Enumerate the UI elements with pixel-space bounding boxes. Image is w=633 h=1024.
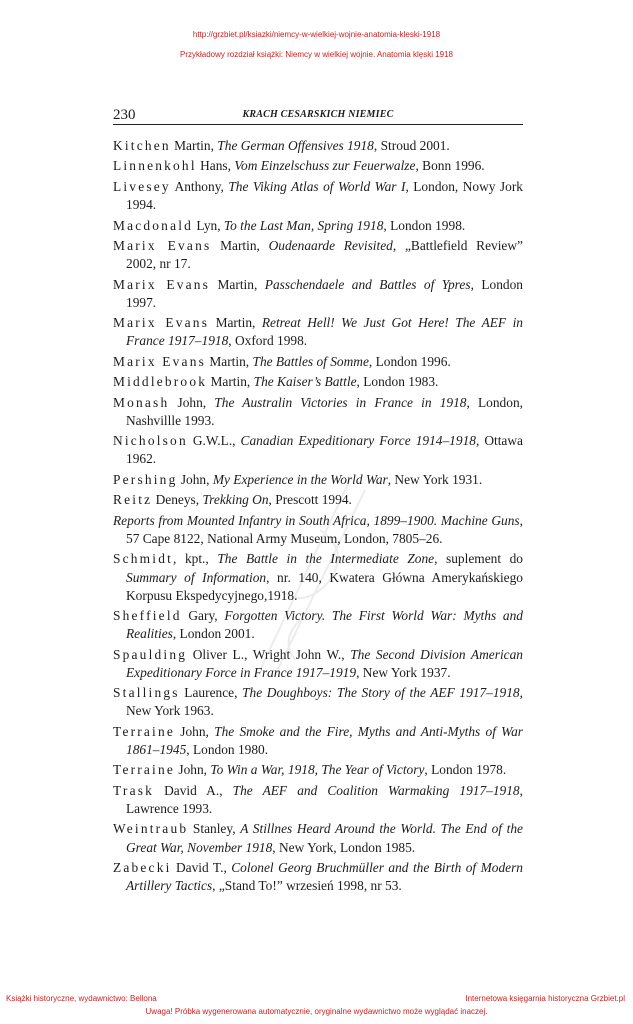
entry-title: Forgotten Victory. The First World War: Myths and Realities <box>126 608 523 642</box>
entry-text: Martin, <box>209 315 262 331</box>
bibliography-entry <box>113 432 523 468</box>
bibliography-entry <box>113 237 523 273</box>
bibliography-entry <box>113 723 523 759</box>
entry-text: Gary, <box>181 608 225 624</box>
entry-text: , Oxford 1998. <box>228 333 308 349</box>
bibliography-entry <box>113 157 523 175</box>
source-url-banner: http://grzbiet.pl/ksiazki/niemcy-w-wielkiej-wojnie-anatomia-kleski-1918 <box>192 30 441 39</box>
entry-author: Marix Evans <box>113 238 212 254</box>
entry-text: , Lawrence 1993. <box>126 782 523 816</box>
entry-title: The German Offensives 1918 <box>217 138 374 153</box>
bibliography-entry <box>113 512 523 548</box>
entry-text: , nr. 140, Kwatera Główna Amerykańskiego Korpusu Ekspedycyjnego,1918. <box>126 569 523 603</box>
page-number: 230 <box>113 107 136 123</box>
footer-disclaimer: Uwaga! Próbka wygenerowana automatycznie, oryginalne wydawnictwo może wyglądać inaczej. <box>145 1007 488 1016</box>
entry-author: Kitchen <box>113 138 171 153</box>
footer-bookstore: Internetowa księgarnia historyczna Grzbiet.pl <box>465 994 625 1003</box>
bibliography-entry <box>113 276 523 312</box>
entry-text: , London 1983. <box>356 374 439 390</box>
bibliography-entry <box>113 373 523 391</box>
entry-title: Colonel Georg Bruchmüller and the Birth of Modern Artillery Tactics <box>126 860 523 894</box>
entry-author: Marix Evans <box>113 276 211 292</box>
bibliography-entry <box>113 217 523 235</box>
entry-author: Livesey <box>113 178 171 194</box>
entry-author: Reitz <box>113 492 153 508</box>
sample-chapter-banner: Przykładowy rozdział książki: Niemcy w wielkiej wojnie. Anatomia klęski 1918 <box>180 50 453 59</box>
entry-text: David A., <box>154 782 233 798</box>
entry-text: Martin, <box>206 353 253 369</box>
entry-author: Trask <box>113 782 155 798</box>
bibliography-entry <box>113 607 523 643</box>
entry-text: , 57 Cape 8122, National Army Museum, London, 7805–26. <box>126 512 523 546</box>
entry-text: Deneys, <box>152 492 203 508</box>
entry-text: John, <box>175 762 211 778</box>
page-header <box>113 107 523 125</box>
entry-text: , Ottawa 1962. <box>126 433 523 467</box>
entry-text: , Prescott 1994. <box>268 492 352 508</box>
entry-text: , London, Nowy Jork 1994. <box>126 178 523 213</box>
bibliography-entry <box>113 820 523 856</box>
bibliography-entry <box>113 394 523 430</box>
entry-author: Linnenkohl <box>113 158 197 174</box>
entry-text: , London 2001. <box>172 626 255 642</box>
entry-text: Lyn, <box>193 217 224 233</box>
entry-title: Reports from Mounted Infantry in South Africa, 1899–1900. Machine Guns <box>113 512 520 528</box>
entry-text: Martin, <box>170 138 218 153</box>
entry-title: The Smoke and the Fire, Myths and Anti-Myths of War 1861–1945 <box>126 723 523 757</box>
entry-text: , London 1997. <box>126 276 524 310</box>
entry-author: Pershing <box>113 471 178 487</box>
entry-text: Stanley, <box>188 821 241 837</box>
entry-text: Martin, <box>207 374 254 390</box>
entry-title: Vom Einzelschuss zur Feuerwalze <box>234 158 416 174</box>
running-title: KRACH CESARSKICH NIEMIEC <box>242 109 394 120</box>
entry-text: , New York 1937. <box>356 664 451 680</box>
entry-text: Martin, <box>211 238 269 254</box>
entry-author: Weintraub <box>113 821 189 837</box>
entry-text: Hans, <box>196 158 235 174</box>
bibliography-entry <box>113 782 523 818</box>
entry-title: The Second Division American Expeditionary Force in France 1917–1919 <box>126 646 523 680</box>
entry-author: Middlebrook <box>113 374 208 390</box>
entry-author: Marix Evans <box>113 315 210 331</box>
entry-text: , New York, London 1985. <box>272 839 416 855</box>
entry-text: , suplement do <box>434 551 523 567</box>
entry-title: The Viking Atlas of World War I <box>228 178 406 194</box>
entry-text: , London 1978. <box>424 762 507 778</box>
bibliography-entry <box>113 491 523 509</box>
entry-title: My Experience in the World War <box>212 471 388 487</box>
bibliography-entry <box>113 471 523 489</box>
entry-title: A Stillnes Heard Around the World. The End of the Great War, November 1918 <box>126 821 523 855</box>
entry-text: , New York 1931. <box>387 471 483 487</box>
entry-title: Passchendaele and Battles of Ypres <box>264 276 471 292</box>
entry-author: Stallings <box>113 685 180 701</box>
bibliography-entry <box>113 646 523 682</box>
entry-author: Sheffield <box>113 608 182 624</box>
entry-text: G.W.L., <box>187 433 241 449</box>
entry-author: Macdonald <box>113 217 194 233</box>
entry-title: The Doughboys: The Story of the AEF 1917–1918 <box>242 685 520 701</box>
entry-text: , Stroud 2001. <box>373 138 450 153</box>
entry-text: , New York 1963. <box>126 685 523 719</box>
entry-text: Martin, <box>210 276 265 292</box>
entry-title: Canadian Expeditionary Force 1914–1918 <box>240 433 476 449</box>
entry-text: John, <box>169 394 215 410</box>
entry-text: , London 1980. <box>186 741 269 757</box>
entry-author: Terraine <box>113 723 176 739</box>
entry-title: Oudenaarde Revisited <box>268 238 393 254</box>
bibliography-entry <box>113 859 523 895</box>
entry-text: Oliver L., Wright John W., <box>187 646 351 662</box>
entry-text: John, <box>177 471 213 487</box>
entry-title: The Australin Victories in France in 1918 <box>214 394 467 410</box>
entry-text: , kpt., <box>173 551 218 567</box>
footer-publisher: Książki historyczne, wydawnictwo: Bellona <box>6 994 157 1003</box>
entry-text: , London, Nashvillle 1993. <box>126 394 523 428</box>
entry-text: David T., <box>171 860 232 876</box>
bibliography-entry <box>113 178 523 214</box>
entry-author: Spaulding <box>113 646 188 662</box>
bibliography-entry <box>113 137 523 155</box>
bibliography-list <box>113 137 523 898</box>
entry-text: , Bonn 1996. <box>415 158 485 174</box>
entry-author: Nicholson <box>113 433 188 449</box>
entry-text: , „Battlefield Review” 2002, nr 17. <box>126 238 523 272</box>
bibliography-entry <box>113 684 523 720</box>
entry-title: The Kaiser’s Battle <box>253 374 357 390</box>
entry-author: Zabecki <box>113 860 172 876</box>
bibliography-entry <box>113 353 523 371</box>
entry-author: Monash <box>113 394 170 410</box>
entry-author: Marix Evans <box>113 353 206 369</box>
entry-text: , London 1996. <box>368 353 451 369</box>
entry-title: The AEF and Coalition Warmaking 1917–1918 <box>232 782 520 798</box>
bibliography-entry <box>113 314 523 350</box>
entry-title: To Win a War, 1918, The Year of Victory <box>210 762 425 778</box>
entry-text: Laurence, <box>179 685 243 701</box>
bibliography-entry <box>113 550 523 604</box>
entry-title: Trekking On <box>202 492 269 508</box>
entry-title: The Battle in the Intermediate Zone <box>217 551 435 567</box>
entry-title: To the Last Man, Spring 1918 <box>223 217 384 233</box>
entry-title: Retreat Hell! We Just Got Here! The AEF in France 1917–1918 <box>126 315 523 349</box>
entry-author: Schmidt <box>113 551 174 567</box>
entry-author: Terraine <box>113 762 176 778</box>
entry-title: Summary of Information <box>126 569 267 585</box>
bibliography-entry <box>113 761 523 779</box>
entry-text: Anthony, <box>170 178 229 194</box>
entry-title: The Battles of Somme <box>252 353 369 369</box>
entry-text: , London 1998. <box>383 217 466 233</box>
entry-text: , „Stand To!” wrzesień 1998, nr 53. <box>212 878 402 894</box>
entry-text: John, <box>175 723 215 739</box>
